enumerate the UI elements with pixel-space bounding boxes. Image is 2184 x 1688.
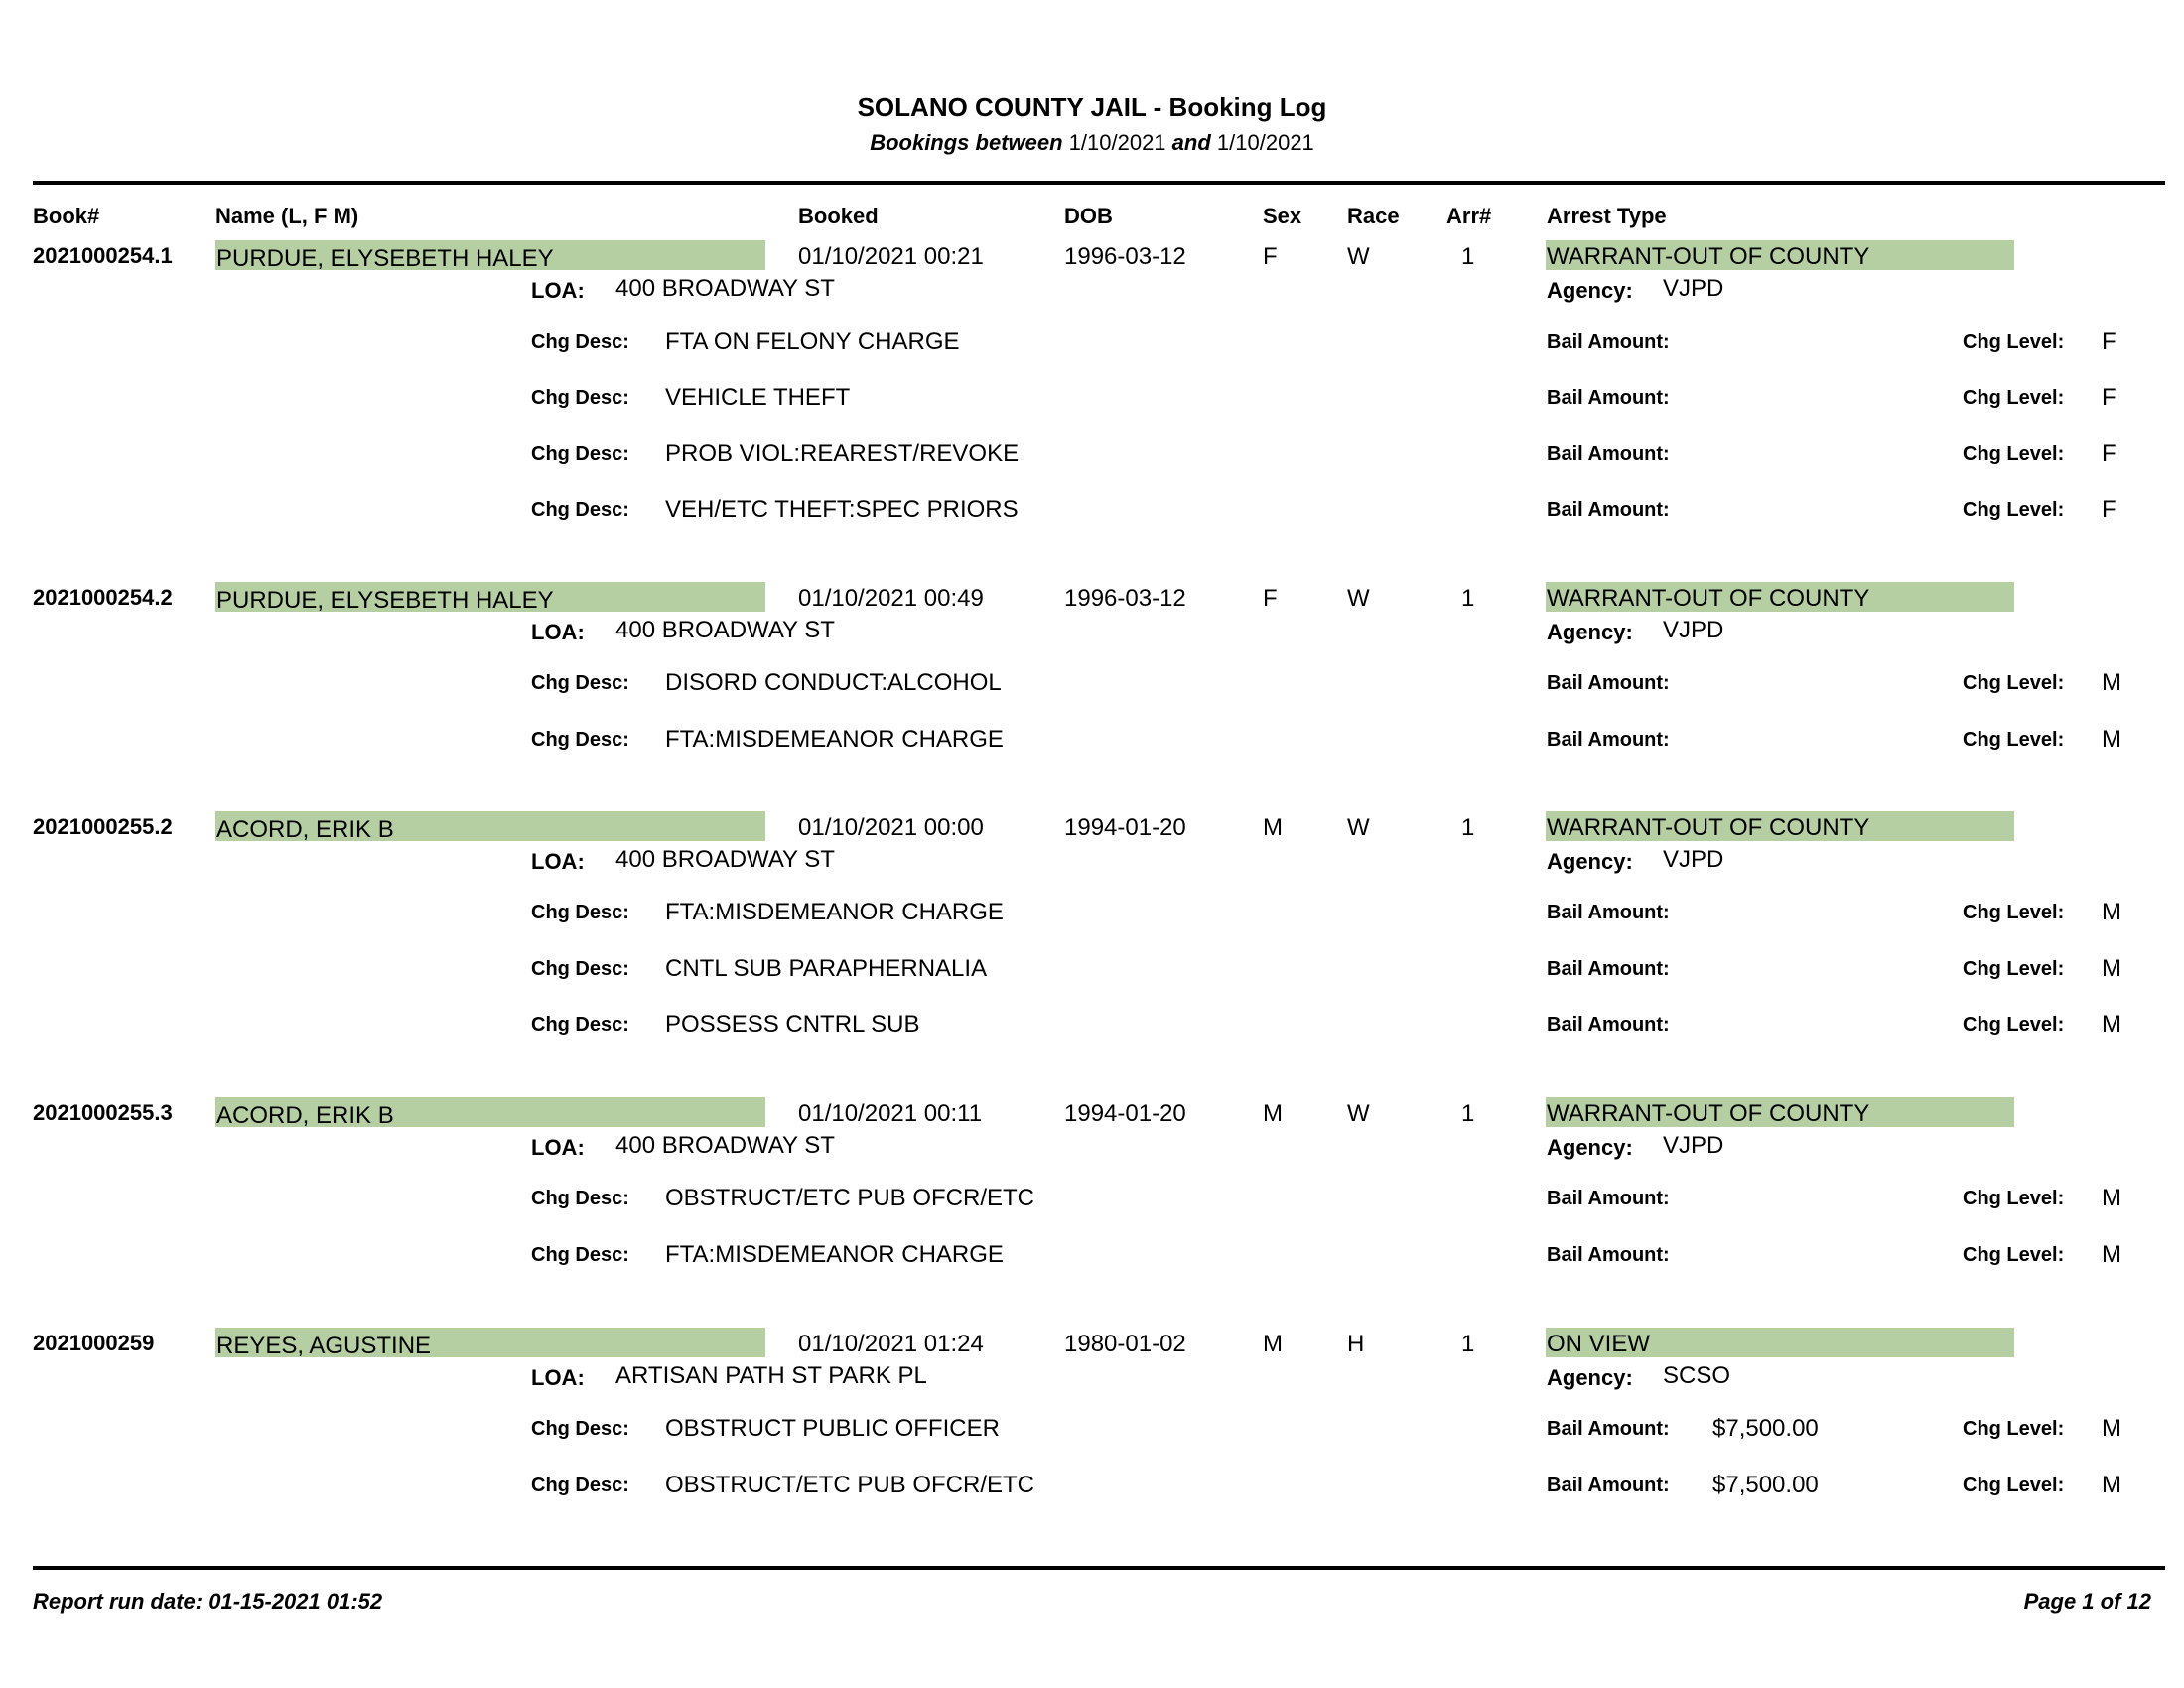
date-to: 1/10/2021: [1216, 130, 1314, 155]
chg-level-label: Chg Level:: [1963, 331, 2065, 352]
bail-amount-label: Bail Amount:: [1547, 1014, 1670, 1036]
charge-line: [0, 496, 2184, 526]
loa-label: LOA:: [531, 1135, 585, 1160]
arrest-count: 1: [1461, 814, 1475, 841]
charge-level: M: [2102, 1471, 2121, 1498]
inmate-name: PURDUE, ELYSEBETH HALEY: [216, 587, 554, 614]
chg-level-label: Chg Level:: [1963, 443, 2065, 465]
chg-level-label: Chg Level:: [1963, 672, 2065, 694]
chg-desc-label: Chg Desc:: [531, 331, 629, 352]
charge-level: M: [2102, 1415, 2121, 1442]
charge-level: M: [2102, 899, 2121, 925]
inmate-name: PURDUE, ELYSEBETH HALEY: [216, 245, 554, 272]
charge-description: CNTL SUB PARAPHERNALIA: [665, 954, 988, 982]
inmate-name: ACORD, ERIK B: [216, 1102, 394, 1129]
col-header-dob: DOB: [1064, 204, 1113, 228]
bail-amount-label: Bail Amount:: [1547, 331, 1670, 352]
loa-label: LOA:: [531, 1365, 585, 1390]
chg-desc-label: Chg Desc:: [531, 902, 629, 923]
race: W: [1347, 814, 1370, 841]
chg-level-label: Chg Level:: [1963, 1014, 2065, 1036]
report-subtitle: [0, 130, 2184, 156]
col-header-arrest-type: Arrest Type: [1547, 204, 1667, 228]
col-header-sex: Sex: [1263, 204, 1302, 228]
arrest-type: ON VIEW: [1547, 1331, 1651, 1357]
charge-line: [0, 1415, 2184, 1445]
inmate-name: REYES, AGUSTINE: [216, 1333, 432, 1359]
report-title: SOLANO COUNTY JAIL - Booking Log: [857, 92, 1327, 122]
inmate-name: ACORD, ERIK B: [216, 816, 394, 843]
charge-description: PROB VIOL:REAREST/REVOKE: [665, 440, 1020, 467]
charge-line: [0, 1185, 2184, 1214]
charge-line: [0, 1011, 2184, 1041]
race: W: [1347, 585, 1370, 612]
bail-amount-label: Bail Amount:: [1547, 443, 1670, 465]
charge-level: F: [2102, 383, 2116, 411]
loa-value: 400 BROADWAY ST: [615, 1132, 835, 1159]
arrest-count: 1: [1461, 585, 1475, 612]
charge-line: [0, 328, 2184, 357]
agency-value: VJPD: [1663, 846, 1724, 873]
bail-amount-label: Bail Amount:: [1547, 386, 1670, 409]
bail-amount-label: Bail Amount:: [1547, 1188, 1670, 1209]
charge-description: FTA ON FELONY CHARGE: [665, 328, 960, 354]
col-header-booked: Booked: [798, 204, 879, 228]
chg-level-label: Chg Level:: [1963, 1418, 2065, 1440]
chg-desc-label: Chg Desc:: [531, 672, 629, 694]
charge-description: POSSESS CNTRL SUB: [665, 1011, 920, 1038]
chg-level-label: Chg Level:: [1963, 386, 2065, 409]
charge-line: [0, 1472, 2184, 1501]
chg-desc-label: Chg Desc:: [531, 443, 629, 465]
report-run-date: Report run date: 01-15-2021 01:52: [33, 1589, 383, 1614]
book-number: 2021000259: [33, 1331, 155, 1355]
loa-label: LOA:: [531, 849, 585, 874]
bail-amount-label: Bail Amount:: [1547, 1243, 1670, 1266]
bail-amount-label: Bail Amount:: [1547, 728, 1670, 751]
bail-amount: $7,500.00: [1712, 1415, 1819, 1442]
arrest-count: 1: [1461, 243, 1475, 270]
charge-line: [0, 726, 2184, 756]
booked-datetime: 01/10/2021 00:21: [798, 243, 984, 270]
charge-description: FTA:MISDEMEANOR CHARGE: [665, 899, 1004, 925]
bail-amount-label: Bail Amount:: [1547, 902, 1670, 923]
dob: 1994-01-20: [1064, 814, 1186, 841]
dob: 1996-03-12: [1064, 585, 1186, 612]
charge-description: OBSTRUCT/ETC PUB OFCR/ETC: [665, 1185, 1035, 1211]
chg-level-label: Chg Level:: [1963, 1474, 2065, 1496]
sex: M: [1263, 1331, 1283, 1357]
agency-label: Agency:: [1547, 1365, 1633, 1390]
charge-level: F: [2102, 495, 2116, 523]
bail-amount-label: Bail Amount:: [1547, 1474, 1670, 1496]
chg-level-label: Chg Level:: [1963, 1188, 2065, 1209]
book-number: 2021000254.1: [33, 243, 173, 268]
charge-line: [0, 1241, 2184, 1271]
agency-value: VJPD: [1663, 1132, 1724, 1159]
col-header-arr: Arr#: [1446, 204, 1492, 228]
charge-description: VEH/ETC THEFT:SPEC PRIORS: [665, 495, 1019, 523]
chg-level-label: Chg Level:: [1963, 957, 2065, 980]
agency-value: SCSO: [1663, 1362, 1731, 1389]
agency-value: VJPD: [1663, 275, 1724, 302]
charge-level: M: [2102, 1185, 2121, 1211]
dob: 1980-01-02: [1064, 1331, 1186, 1357]
chg-desc-label: Chg Desc:: [531, 1188, 629, 1209]
chg-level-label: Chg Level:: [1963, 1243, 2065, 1266]
bottom-rule: [33, 1566, 2165, 1570]
chg-desc-label: Chg Desc:: [531, 1243, 629, 1266]
charge-level: M: [2102, 1011, 2121, 1038]
charge-description: OBSTRUCT PUBLIC OFFICER: [665, 1415, 1000, 1442]
charge-line: [0, 899, 2184, 928]
chg-desc-label: Chg Desc:: [531, 1014, 629, 1036]
charge-description: OBSTRUCT/ETC PUB OFCR/ETC: [665, 1471, 1035, 1498]
chg-desc-label: Chg Desc:: [531, 498, 629, 521]
charge-description: DISORD CONDUCT:ALCOHOL: [665, 669, 1002, 696]
arrest-type: WARRANT-OUT OF COUNTY: [1547, 814, 1870, 841]
arrest-count: 1: [1461, 1100, 1475, 1127]
arrest-type: WARRANT-OUT OF COUNTY: [1547, 585, 1870, 612]
arrest-type: WARRANT-OUT OF COUNTY: [1547, 243, 1870, 270]
page-number: Page 1 of 12: [2023, 1589, 2151, 1614]
loa-value: ARTISAN PATH ST PARK PL: [615, 1362, 927, 1389]
agency-label: Agency:: [1547, 1135, 1633, 1160]
loa-label: LOA:: [531, 278, 585, 303]
col-header-name: Name (L, F M): [215, 204, 359, 228]
booked-datetime: 01/10/2021 00:11: [798, 1100, 983, 1127]
book-number: 2021000255.2: [33, 814, 173, 839]
agency-label: Agency:: [1547, 278, 1633, 303]
chg-level-label: Chg Level:: [1963, 902, 2065, 923]
charge-level: M: [2102, 1240, 2121, 1268]
date-from: 1/10/2021: [1068, 130, 1166, 155]
bail-amount-label: Bail Amount:: [1547, 1418, 1670, 1440]
loa-value: 400 BROADWAY ST: [615, 617, 835, 643]
charge-level: M: [2102, 725, 2121, 753]
sex: F: [1263, 243, 1278, 270]
loa-label: LOA:: [531, 620, 585, 644]
chg-desc-label: Chg Desc:: [531, 1418, 629, 1440]
charge-description: VEHICLE THEFT: [665, 383, 851, 411]
agency-label: Agency:: [1547, 620, 1633, 644]
charge-level: M: [2102, 954, 2121, 982]
agency-label: Agency:: [1547, 849, 1633, 874]
bail-amount-label: Bail Amount:: [1547, 957, 1670, 980]
col-header-book: Book#: [33, 204, 100, 228]
chg-desc-label: Chg Desc:: [531, 728, 629, 751]
book-number: 2021000255.3: [33, 1100, 173, 1125]
subtitle-prefix: Bookings between: [870, 130, 1063, 155]
charge-description: FTA:MISDEMEANOR CHARGE: [665, 1240, 1004, 1268]
dob: 1996-03-12: [1064, 243, 1186, 270]
chg-desc-label: Chg Desc:: [531, 1474, 629, 1496]
race: W: [1347, 243, 1370, 270]
sex: M: [1263, 814, 1283, 841]
booked-datetime: 01/10/2021 00:00: [798, 814, 984, 841]
charge-level: F: [2102, 440, 2116, 467]
loa-value: 400 BROADWAY ST: [615, 846, 835, 873]
charge-line: [0, 384, 2184, 414]
charge-line: [0, 669, 2184, 699]
col-header-race: Race: [1347, 204, 1400, 228]
bail-amount-label: Bail Amount:: [1547, 498, 1670, 521]
chg-level-label: Chg Level:: [1963, 728, 2065, 751]
charge-line: [0, 955, 2184, 985]
charge-level: M: [2102, 669, 2121, 696]
subtitle-mid: and: [1171, 130, 1211, 155]
book-number: 2021000254.2: [33, 585, 173, 610]
booked-datetime: 01/10/2021 00:49: [798, 585, 984, 612]
race: H: [1347, 1331, 1365, 1357]
charge-level: F: [2102, 328, 2116, 354]
arrest-count: 1: [1461, 1331, 1475, 1357]
bail-amount-label: Bail Amount:: [1547, 672, 1670, 694]
agency-value: VJPD: [1663, 617, 1724, 643]
bail-amount: $7,500.00: [1712, 1471, 1819, 1498]
sex: M: [1263, 1100, 1283, 1127]
loa-value: 400 BROADWAY ST: [615, 275, 835, 302]
dob: 1994-01-20: [1064, 1100, 1186, 1127]
arrest-type: WARRANT-OUT OF COUNTY: [1547, 1100, 1870, 1127]
top-rule: [33, 181, 2165, 185]
charge-description: FTA:MISDEMEANOR CHARGE: [665, 725, 1004, 753]
sex: F: [1263, 585, 1278, 612]
race: W: [1347, 1100, 1370, 1127]
chg-level-label: Chg Level:: [1963, 498, 2065, 521]
booked-datetime: 01/10/2021 01:24: [798, 1331, 984, 1357]
chg-desc-label: Chg Desc:: [531, 386, 629, 409]
charge-line: [0, 440, 2184, 470]
chg-desc-label: Chg Desc:: [531, 957, 629, 980]
